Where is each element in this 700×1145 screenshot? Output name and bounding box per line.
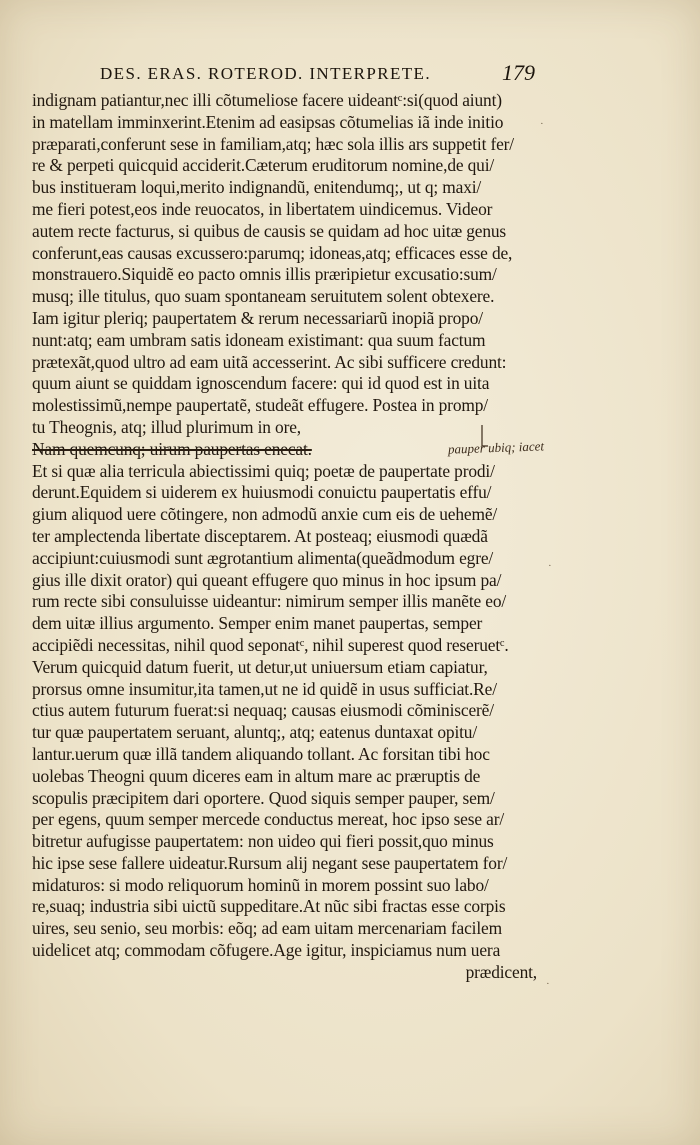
page-number: 179 [502, 60, 535, 85]
struck-quote: Nam quemcunq; uirum paupertas enecat. [32, 438, 312, 459]
text-line: Et si quæ alia terricula abiectissimi quiq; poetæ de paupertate prodi/ [32, 460, 495, 481]
text-line: hic ipse sese fallere uideatur.Rursum alij negant sese paupertatem for/ [32, 852, 508, 873]
text-line: uidelicet atq; commodam cõfugere.Age igitur, inspiciamus num uera [32, 940, 501, 961]
text-line: conferunt,eas causas excussero:parumq; idoneas,atq; efficaces esse de, [32, 242, 513, 263]
text-line: bus institueram loqui,merito indignandũ, enitendumq;, ut q; maxi/ [32, 177, 482, 198]
marginal-dot-icon: · [548, 560, 552, 572]
catchword: prædicent, [465, 961, 537, 982]
text-line: monstrauero.Siquidẽ eo pacto omnis illis præripietur excusatio:sum/ [32, 264, 497, 285]
text-line: derunt.Equidem si uiderem ex huiusmodi conuictu paupertatis effu/ [32, 482, 492, 503]
handwritten-margin-note: pauper ubiq; iacet [447, 438, 545, 457]
marginal-dot-icon: · [546, 978, 550, 990]
text-line: musq; ille titulus, quo suam spontaneam seruitutem solent obtexere. [32, 286, 495, 307]
text-line: scopulis præcipitem dari oportere. Quod siquis semper pauper, sem/ [32, 787, 495, 808]
text-line: uolebas Theogni quum diceres eam in altum mare ac præruptis de [32, 765, 481, 786]
text-line: tu Theognis, atq; illud plurimum in ore, [32, 416, 302, 437]
text-line: ctius autem futurum fuerat:si nequaq; causas eiusmodi cõminiscerẽ/ [32, 700, 494, 721]
text-line: accipiunt:cuiusmodi sunt ægrotantium alimenta(queãdmodum egre/ [32, 547, 494, 568]
text-line: ter amplectenda libertate disceptarem. At posteaq; eiusmodi quædã [32, 525, 488, 546]
text-line: nunt:atq; eam umbram satis idoneam existimant: qua suum factum [32, 329, 486, 350]
text-line: gium aliquod uere cõtingere, non admodũ anxie cum eis de uehemẽ/ [32, 504, 498, 525]
text-line: gius ille dixit orator) qui queant effugere quo minus in hoc ipsum pa/ [32, 569, 502, 590]
text-line: dem uitæ illius argumento. Semper enim manet paupertas, semper [32, 613, 483, 634]
text-line: Iam igitur pleriq; paupertatem & rerum necessariarũ inopiã propo/ [32, 307, 483, 328]
text-line: uires, seu senio, seu morbis: eõq; ad eam uitam mercenariam facilem [32, 918, 502, 939]
text-line: accipiẽdi necessitas, nihil quod seponatᶜ, nihil superest quod reseruetᶜ. [32, 634, 509, 655]
text-line: indignam patiantur,nec illi cõtumeliose facere uideantᶜ:si(quod aiunt) [32, 90, 502, 110]
page-header [0, 60, 700, 88]
text-line: midaturos: si modo reliquorum hominũ in morem possint suo labo/ [32, 874, 489, 895]
text-line: re,suaq; industria sibi uictũ suppeditare.At nũc sibi fractas esse corpis [32, 896, 506, 917]
running-head: DES. ERAS. ROTEROD. INTERPRETE. [100, 64, 431, 83]
text-line: prætexãt,quod ultro ad eam uitã accesserint. Ac sibi sufficere credunt: [32, 351, 507, 372]
text-line: prorsus omne insumitur,ita tamen,ut ne id quidẽ in usus sufficiat.Re/ [32, 678, 497, 699]
text-line: in matellam imminxerint.Etenim ad easipsas cõtumelias iã inde initio [32, 111, 504, 132]
text-line: quum aiunt se quiddam ignoscendum facere: qui id quod est in uita [32, 373, 490, 394]
text-line: me fieri potest,eos inde reuocatos, in libertatem uindicemus. Videor [32, 198, 493, 219]
text-line: autem recte facturus, si quibus de causis se quidam ad hoc uitæ genus [32, 220, 507, 241]
text-line: rum recte sibi consuluisse uideantur: nimirum semper illis manẽte eo/ [32, 591, 507, 612]
text-line: molestissimũ,nempe paupertatẽ, studeãt effugere. Postea in promp/ [32, 395, 488, 416]
text-line: bitretur aufugisse paupertatem: non uideo qui fieri possit,quo minus [32, 831, 494, 852]
marginal-dot-icon: · [540, 118, 544, 130]
text-line: lantur.uerum quæ illã tandem aliquando tollant. Ac forsitan tibi hoc [32, 743, 490, 764]
text-line: per egens, quum semper mercede conductus mereat, hoc ipso sese ar/ [32, 809, 505, 830]
text-line: tur quæ paupertatem seruant, aluntq;, atq; eatenus duntaxat opitu/ [32, 722, 478, 743]
text-line: præparati,conferunt sese in familiam,atq; hæc sola illis ars suppetit fer/ [32, 133, 514, 154]
text-line: Verum quicquid datum fuerit, ut detur,ut uniuersum etiam capiatur, [32, 656, 488, 677]
body-text [32, 90, 537, 984]
text-line: re & perpeti quicquid acciderit.Cæterum eruditorum nomine,de qui/ [32, 155, 495, 176]
